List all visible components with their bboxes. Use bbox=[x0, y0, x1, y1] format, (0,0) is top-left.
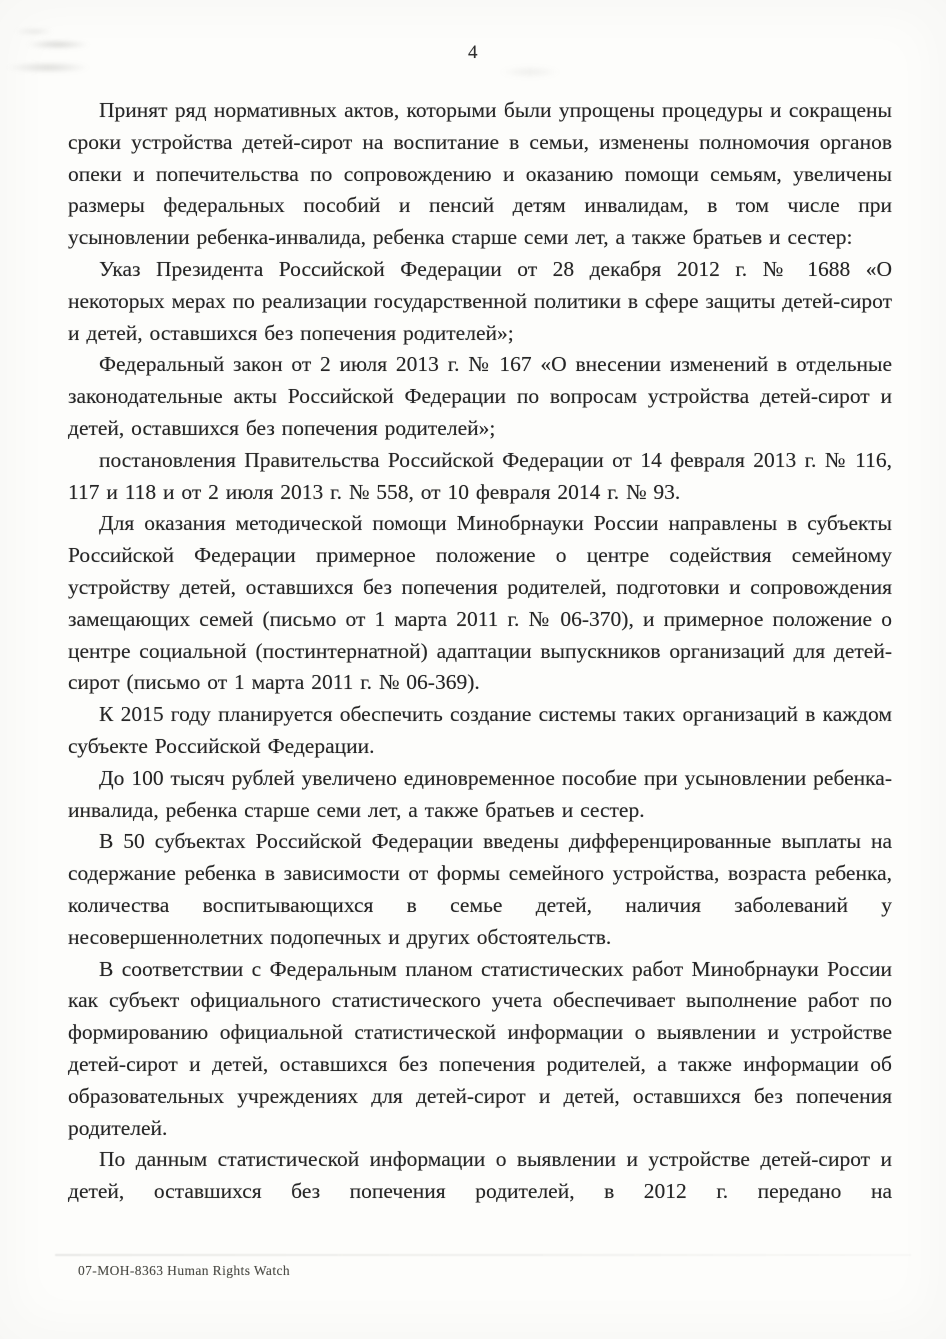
document-body bbox=[68, 95, 892, 1208]
paragraph-statistical-plan: В соответствии с Федеральным планом статистических работ Минобрнауки России как субъект официального статистического учета обеспечивает выполнение работ по формированию официальной статистической информации о выявлении и устройстве детей-сирот и детей, оставшихся без попечения родителей, а также информации об образовательных учреждениях для детей-сирот и детей, оставшихся без попечения родителей. bbox=[68, 956, 892, 1140]
paragraph-federal-law-167: Федеральный закон от 2 июля 2013 г. № 167 «О внесении изменений в отдельные законодательные акты Российской Федерации по вопросам устройства детей-сирот и детей, оставшихся без попечения родителей»; bbox=[68, 352, 892, 440]
scan-smudge bbox=[500, 66, 560, 78]
paragraph-government-resolutions: постановления Правительства Российской Федерации от 14 февраля 2013 г. № 116, 117 и 118 и от 2 июля 2013 г. № 558, от 10 февраля 2014 г. № 93. bbox=[68, 447, 892, 504]
paragraph-normative-acts: Принят ряд нормативных актов, которыми были упрощены процедуры и сокращены сроки устройства детей-сирот на воспитание в семьи, изменены полномочия органов опеки и попечительства по сопровождению и оказанию помощи семьям, увеличены размеры федеральных пособий и пенсий детям инвалидам, в том числе при усыновлении ребенка-инвалида, ребенка старше семи лет, а также братьев и сестер: bbox=[68, 98, 892, 250]
paragraph-president-decree-1688: Указ Президента Российской Федерации от 28 декабря 2012 г. № 1688 «О некоторых мерах по реализации государственной политики в сфере защиты детей-сирот и детей, оставшихся без попечения родителей»; bbox=[68, 256, 892, 345]
paragraph-100k-allowance: До 100 тысяч рублей увеличено единовременное пособие при усыновлении ребенка-инвалида, ребенка старше семи лет, а также братьев и сестер. bbox=[68, 765, 892, 822]
scan-smudge bbox=[14, 28, 54, 35]
paragraph-50-subjects-payments: В 50 субъектах Российской Федерации введены дифференцированные выплаты на содержание ребенка в зависимости от формы семейного устройства, возраста ребенка, количества воспитывающихся в семье детей, наличия заболеваний у несовершеннолетних подопечных и других обстоятельств. bbox=[68, 829, 892, 949]
footer-divider bbox=[55, 1254, 911, 1256]
footer-stamp: 07-MOH-8363 Human Rights Watch bbox=[78, 1263, 291, 1278]
page-number: 4 bbox=[468, 42, 478, 63]
paragraph-2015-plan: К 2015 году планируется обеспечить создание системы таких организаций в каждом субъекте Российской Федерации. bbox=[68, 702, 892, 758]
paragraph-methodical-help: Для оказания методической помощи Минобрнауки России направлены в субъекты Российской Федерации примерное положение о центре содействия семейному устройству детей, оставшихся без попечения родителей, подготовки и сопровождения замещающих семей (письмо от 1 марта 2011 г. № 06-370), и примерное положение о центре социальной (постинтернатной) адаптации выпускников организаций для детей-сирот (письмо от 1 марта 2011 г. № 06-369). bbox=[68, 511, 892, 695]
paragraph-statistical-data-2012: По данным статистической информации о выявлении и устройстве детей-сирот и детей, оставшихся без попечения родителей, в 2012 г. передано на bbox=[68, 1147, 892, 1204]
